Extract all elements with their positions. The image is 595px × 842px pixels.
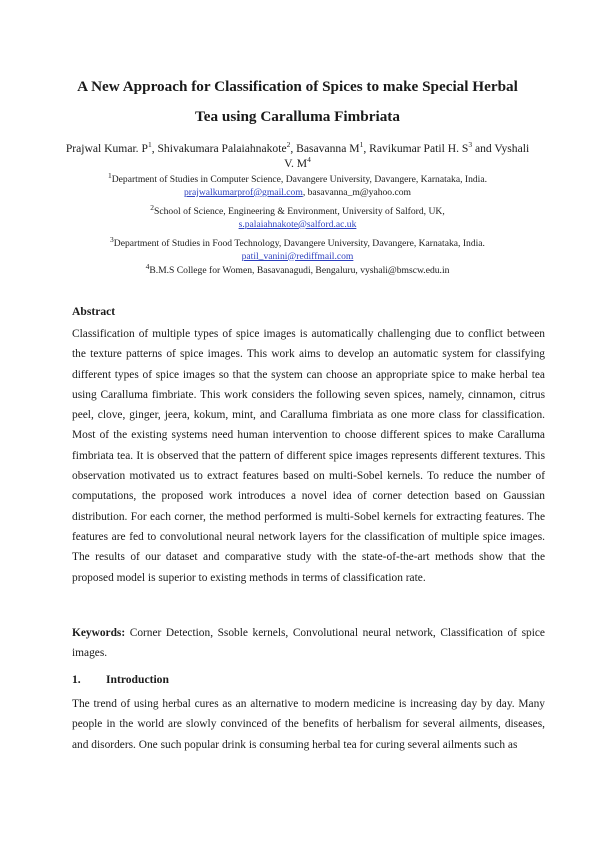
affiliation-3: $^3$Department of Studies in Food Technology, Davangere University, Davangere, Karnataka, India. patil_vanini@rediffmail.com <box>110 234 485 262</box>
author: Prajwal Kumar. $P^1$, <box>65 140 158 155</box>
author: Ravikumar Patil H. $S^3$ and <box>369 140 495 155</box>
affiliation-4: $^4$B.M.S College for Women, Basavanagudi, Bengaluru, vyshali@bmscw.edu.in <box>145 261 450 276</box>
paper-title-line-2: Tea using Caralluma Fimbriata <box>195 108 400 125</box>
section-heading-introduction <box>72 673 169 687</box>
keywords-text: Corner Detection, Ssoble kernels, Convolutional neural network, Classification of spice images. <box>72 627 545 660</box>
section-title: Introduction <box>106 673 169 686</box>
email-link[interactable]: prajwalkumarprof@gmail.com <box>183 186 303 198</box>
author: Basavanna $M^1$, <box>296 140 370 155</box>
introduction-text: The trend of using herbal cures as an alternative to modern medicine is increasing day by day. Many people in the world are slowly convinced of the benefits of herbalism for several ailments, diseases, and disorders. One such popular drink is consuming herbal tea for curing several ailments such as <box>72 698 545 751</box>
author: Vyshali V. $M^4$ <box>284 142 530 170</box>
author: Shivakumara Palaiahnakote$^2$, <box>157 140 297 155</box>
paper-title-line-1: A New Approach for Classification of Spices to make Special Herbal <box>77 78 518 95</box>
email-link[interactable]: s.palaiahnakote@salford.ac.uk <box>238 218 357 230</box>
affiliation-1: $^1$Department of Studies in Computer Science, Davangere University, Davangere, Karnataka, India. prajwalkumarprof@gmail.com, basavanna_m@yahoo.com <box>107 170 488 198</box>
author-list <box>60 142 535 171</box>
email-link[interactable]: patil_vanini@rediffmail.com <box>241 250 354 262</box>
keywords <box>72 623 545 664</box>
section-number: 1. <box>72 673 81 686</box>
keywords-label: Keywords: <box>72 627 126 639</box>
abstract-text: Classification of multiple types of spice images is automatically challenging due to conflict between the texture patterns of spice images. This work aims to develop an automatic system for classifying different types of spice images so that the system can choose an appropriate spice to make herbal tea using Caralluma fimbriate. This work considers the following seven spices, namely, cinnamon, citrus peel, clove, ginger, jeera, kokum, mint, and Caralluma fimbriata as one more class for classification. Most of the existing systems need human intervention to choose different spices to make Caralluma fimbriata tea. It is observed that the pattern of different spice images represents different textures. This observation motivated us to extract features based on multi-Sobel kernels. To reduce the number of computations, the proposed work introduces a novel idea of corner detection based on Gaussian distribution. For each corner, the method performed is multi-Sobel kernels for extracting features. The features are fed to convolutional neural network layers for the classification of multiple spice images. The results of our dataset and comparative study with the state-of-the-art methods show that the proposed model is superior to existing methods in terms of classification rate. <box>72 328 545 584</box>
affiliation-2: $^2$School of Science, Engineering & Environment, University of Salford, UK, s.palaiahnakote@salford.ac.uk <box>150 202 445 230</box>
abstract-heading: Abstract <box>72 305 116 318</box>
